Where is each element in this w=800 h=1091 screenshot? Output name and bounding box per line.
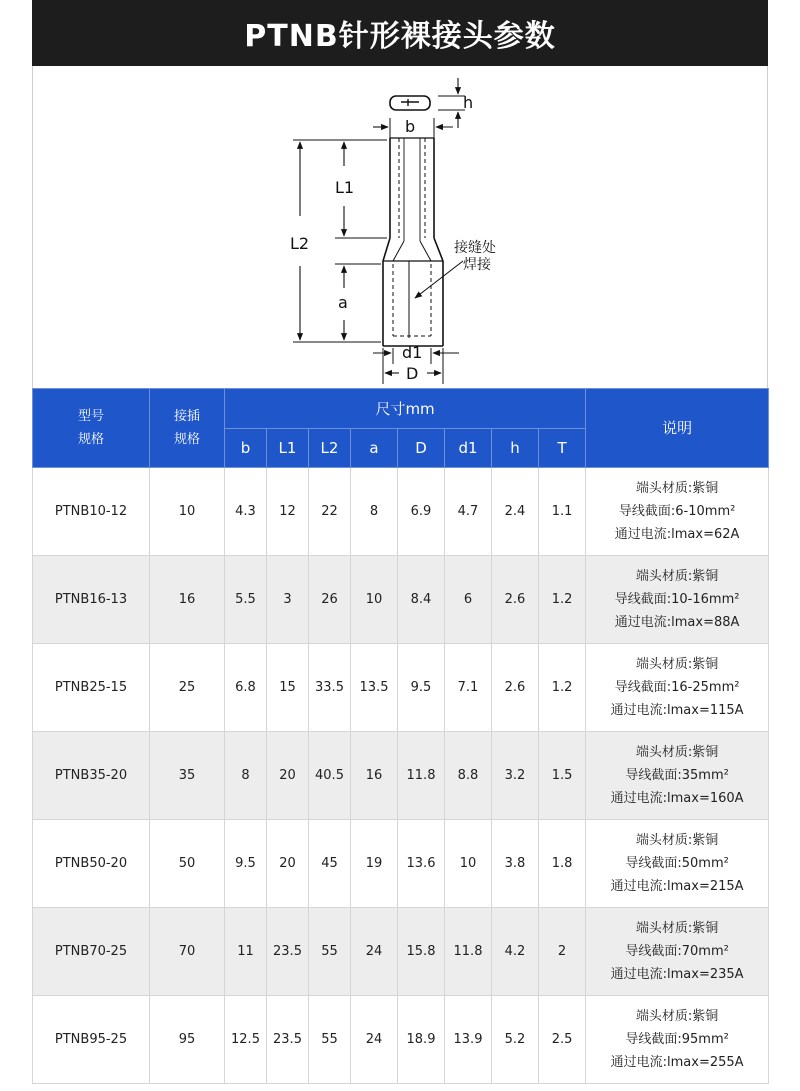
- cell-model: PTNB50-20: [33, 820, 150, 908]
- cell-L1: 23.5: [267, 908, 309, 996]
- page-title: PTNB针形裸接头参数: [244, 19, 556, 54]
- table-row: [33, 468, 769, 556]
- desc-line: 通过电流:lmax=160A: [610, 791, 744, 806]
- desc-line: 通过电流:lmax=115A: [610, 703, 744, 718]
- cell-b: 5.5: [225, 556, 267, 644]
- label-h: h: [463, 93, 474, 112]
- cell-a: 19: [351, 820, 398, 908]
- desc-line: 端头材质:紫铜: [635, 833, 719, 848]
- cell-h: 2.6: [492, 644, 539, 732]
- cell-desc: [586, 908, 769, 996]
- cell-plug: 95: [150, 996, 225, 1084]
- desc-line: 导线截面:70mm²: [625, 944, 729, 959]
- diagram-area: [32, 66, 768, 388]
- desc-line: 导线截面:50mm²: [625, 856, 729, 871]
- desc-line: 通过电流:lmax=215A: [610, 879, 744, 894]
- cell-L2: 26: [309, 556, 351, 644]
- cell-h: 3.2: [492, 732, 539, 820]
- cell-L1: 15: [267, 644, 309, 732]
- desc-line: 通过电流:lmax=88A: [614, 615, 740, 630]
- header-size-group: 尺寸mm: [225, 389, 586, 429]
- cell-L2: 55: [309, 908, 351, 996]
- cell-b: 9.5: [225, 820, 267, 908]
- cell-L1: 12: [267, 468, 309, 556]
- weld-label-line1: 接缝处: [454, 240, 496, 256]
- desc-line: 通过电流:lmax=235A: [610, 967, 744, 982]
- cell-model: PTNB70-25: [33, 908, 150, 996]
- header-col-d1: d1: [445, 429, 492, 468]
- desc-line: 端头材质:紫铜: [635, 569, 719, 584]
- cell-T: 2.5: [539, 996, 586, 1084]
- connector-diagram: [33, 66, 769, 388]
- cell-plug: 50: [150, 820, 225, 908]
- cell-desc: [586, 732, 769, 820]
- cell-a: 24: [351, 996, 398, 1084]
- h-dimension: [438, 78, 473, 128]
- cell-d1: 6: [445, 556, 492, 644]
- desc-line: 端头材质:紫铜: [635, 481, 719, 496]
- weld-label-line2: 焊接: [463, 257, 491, 273]
- cell-h: 2.6: [492, 556, 539, 644]
- cell-b: 6.8: [225, 644, 267, 732]
- desc-line: 导线截面:35mm²: [625, 768, 729, 783]
- table-row: [33, 908, 769, 996]
- table-row: [33, 644, 769, 732]
- cell-a: 10: [351, 556, 398, 644]
- label-D: D: [406, 364, 419, 383]
- cell-h: 3.8: [492, 820, 539, 908]
- header-model: 型号 规格: [33, 389, 150, 468]
- pin-body: [383, 138, 443, 346]
- title-bar: [32, 0, 768, 66]
- label-L1: L1: [335, 178, 355, 197]
- cell-T: 1.2: [539, 556, 586, 644]
- cell-d1: 10: [445, 820, 492, 908]
- table-row: [33, 996, 769, 1084]
- pin-top-view: [390, 96, 430, 110]
- cell-D: 11.8: [398, 732, 445, 820]
- cell-T: 1.2: [539, 644, 586, 732]
- table-row: [33, 820, 769, 908]
- cell-d1: 4.7: [445, 468, 492, 556]
- cell-model: PTNB35-20: [33, 732, 150, 820]
- label-a: a: [338, 293, 348, 312]
- cell-plug: 16: [150, 556, 225, 644]
- cell-model: PTNB95-25: [33, 996, 150, 1084]
- cell-T: 1.8: [539, 820, 586, 908]
- cell-desc: [586, 996, 769, 1084]
- spec-table-body: [33, 468, 769, 1084]
- header-col-h: h: [492, 429, 539, 468]
- desc-line: 导线截面:6-10mm²: [618, 504, 736, 519]
- cell-L2: 33.5: [309, 644, 351, 732]
- spec-table: [32, 388, 769, 1084]
- cell-a: 13.5: [351, 644, 398, 732]
- desc-line: 导线截面:16-25mm²: [614, 680, 740, 695]
- cell-D: 18.9: [398, 996, 445, 1084]
- desc-line: 导线截面:95mm²: [625, 1032, 729, 1047]
- cell-D: 13.6: [398, 820, 445, 908]
- header-col-L2: L2: [309, 429, 351, 468]
- cell-L1: 23.5: [267, 996, 309, 1084]
- cell-d1: 13.9: [445, 996, 492, 1084]
- desc-line: 通过电流:lmax=62A: [614, 527, 740, 542]
- desc-line: 端头材质:紫铜: [635, 921, 719, 936]
- cell-h: 2.4: [492, 468, 539, 556]
- cell-L1: 20: [267, 732, 309, 820]
- cell-L2: 45: [309, 820, 351, 908]
- header-plug: 接插 规格: [150, 389, 225, 468]
- cell-b: 11: [225, 908, 267, 996]
- cell-D: 6.9: [398, 468, 445, 556]
- desc-line: 端头材质:紫铜: [635, 657, 719, 672]
- cell-a: 24: [351, 908, 398, 996]
- cell-desc: [586, 556, 769, 644]
- label-L2: L2: [290, 234, 310, 253]
- cell-D: 15.8: [398, 908, 445, 996]
- cell-model: PTNB10-12: [33, 468, 150, 556]
- cell-L2: 40.5: [309, 732, 351, 820]
- cell-L1: 3: [267, 556, 309, 644]
- cell-desc: [586, 644, 769, 732]
- cell-T: 1.5: [539, 732, 586, 820]
- header-desc: 说明: [586, 389, 769, 468]
- table-row: [33, 732, 769, 820]
- cell-L1: 20: [267, 820, 309, 908]
- cell-b: 8: [225, 732, 267, 820]
- cell-T: 1.1: [539, 468, 586, 556]
- label-d1: d1: [402, 343, 423, 362]
- header-col-a: a: [351, 429, 398, 468]
- header-col-b: b: [225, 429, 267, 468]
- header-col-T: T: [539, 429, 586, 468]
- cell-d1: 11.8: [445, 908, 492, 996]
- cell-a: 8: [351, 468, 398, 556]
- vertical-dimensions: [290, 140, 387, 342]
- cell-plug: 35: [150, 732, 225, 820]
- cell-d1: 7.1: [445, 644, 492, 732]
- cell-plug: 10: [150, 468, 225, 556]
- header-col-D: D: [398, 429, 445, 468]
- weld-callout: [415, 239, 496, 298]
- desc-line: 通过电流:lmax=255A: [610, 1055, 744, 1070]
- desc-line: 导线截面:10-16mm²: [614, 592, 740, 607]
- cell-d1: 8.8: [445, 732, 492, 820]
- cell-plug: 25: [150, 644, 225, 732]
- cell-b: 4.3: [225, 468, 267, 556]
- cell-L2: 55: [309, 996, 351, 1084]
- cell-b: 12.5: [225, 996, 267, 1084]
- cell-D: 9.5: [398, 644, 445, 732]
- b-dimension: [373, 117, 453, 138]
- cell-a: 16: [351, 732, 398, 820]
- cell-desc: [586, 468, 769, 556]
- table-row: [33, 556, 769, 644]
- cell-model: PTNB25-15: [33, 644, 150, 732]
- desc-line: 端头材质:紫铜: [635, 1009, 719, 1024]
- cell-model: PTNB16-13: [33, 556, 150, 644]
- cell-desc: [586, 820, 769, 908]
- cell-T: 2: [539, 908, 586, 996]
- desc-line: 端头材质:紫铜: [635, 745, 719, 760]
- label-b: b: [405, 117, 416, 136]
- header-col-L1: L1: [267, 429, 309, 468]
- cell-D: 8.4: [398, 556, 445, 644]
- cell-h: 5.2: [492, 996, 539, 1084]
- cell-plug: 70: [150, 908, 225, 996]
- cell-h: 4.2: [492, 908, 539, 996]
- bottom-dimensions: [373, 343, 459, 384]
- cell-L2: 22: [309, 468, 351, 556]
